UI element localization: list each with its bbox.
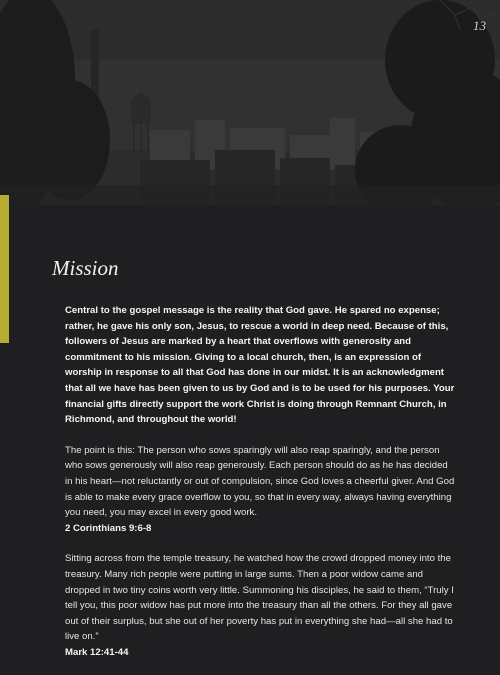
body-text	[65, 303, 455, 675]
section-title: Mission	[52, 256, 119, 280]
scripture-reference: 2 Corinthians 9:6-8	[65, 522, 152, 534]
accent-bar	[0, 195, 9, 343]
quote-text: Sitting across from the temple treasury, he watched how the crowd dropped money into the treasury. Many rich people were putting in large sums. Then a poor widow came and dropped in two tiny coins worth very little. Summoning his disciples, he said to them, “Truly I tell you, this poor widow has put more into the treasury than all the others. For they all gave out of their surplus, but she out of her poverty has put in everything she had—all she had to live on.”	[65, 553, 454, 643]
page-number: 13	[473, 18, 486, 33]
city-skyline-image	[0, 0, 500, 205]
intro-paragraph: Central to the gospel message is the reality that God gave. He spared no expense; rather, he gave his only son, Jesus, to rescue a world in deep need. Because of this, followers of Jesus are marked by a heart that overflows with generosity and commitment to his mission. Giving to a local church, then, is an expression of worship in response to all that God has done in our midst. It is an acknowledgment that all we have has been given to us by God and is to be used for his purposes. Your financial gifts directly support the work Christ is doing through Remnant Church, in Richmond, and throughout the world!	[65, 305, 455, 426]
scripture-quote	[65, 551, 455, 660]
header-photo	[0, 0, 500, 205]
quote-text: The point is this: The person who sows sparingly will also reap sparingly, and the person who sows generously will also reap generously. Each person should do as he has decided in his heart—not reluctantly or out of compulsion, since God loves a cheerful giver. And God is able to make every grace overflow to you, so that in every way, always having everything you need, you may excel in every good work.	[65, 444, 455, 519]
scripture-reference: Mark 12:41-44	[65, 646, 129, 658]
scripture-quote	[65, 443, 455, 537]
